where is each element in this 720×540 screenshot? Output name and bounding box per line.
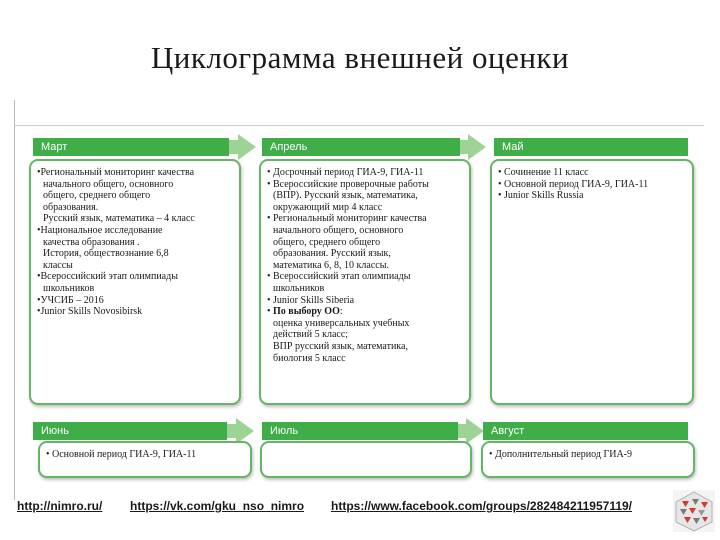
arrow-march-april-icon [238,134,256,160]
may-item: • Сочинение 11 класс [498,167,589,178]
may-list [498,167,686,202]
month-header-april: Апрель [262,138,460,156]
march-item: •УЧСИБ – 2016 [37,294,104,306]
april-choice-item: ВПР русский язык, математика, [273,340,408,352]
footer-link-nimro[interactable]: http://nimro.ru/ [17,499,103,513]
horizontal-rule [14,125,704,126]
march-item: начального общего, основного [43,178,174,190]
april-choice-item: действий 5 класс; [273,329,349,341]
card-august [481,441,695,478]
may-item: • Junior Skills Russia [498,190,584,202]
april-item: школьников [273,282,325,294]
month-header-july: Июль [262,422,458,440]
april-item: математика 6, 8, 10 классы. [273,259,389,271]
march-item: общего, среднего общего [43,190,151,202]
march-item: образования. [43,201,99,213]
april-item: • Junior Skills Siberia [267,294,355,306]
april-item: начального общего, основного [273,224,404,236]
april-item: окружающий мир 4 класс [273,201,383,213]
april-choice-item: оценка универсальных учебных [273,317,410,329]
march-list [37,167,233,318]
august-item: • Дополнительный период ГИА-9 [489,449,633,460]
april-item: • Досрочный период ГИА-9, ГИА-11 [267,167,424,178]
footer-link-vk[interactable]: https://vk.com/gku_nso_nimro [130,499,305,513]
march-item: •Региональный мониторинг качества [37,167,195,178]
june-list [46,449,244,461]
march-item: •Всероссийский этап олимпиады [37,271,178,283]
march-item: История, обществознание 6,8 [43,248,169,260]
april-choice: • По выбору ОО: [267,306,343,318]
march-item: •Национальное исследование [37,224,163,236]
month-header-june: Июнь [33,422,227,440]
logo-graphic [673,490,715,532]
month-header-may: Май [494,138,688,156]
may-item: • Основной период ГИА-9, ГИА-11 [498,178,649,190]
march-item: классы [43,259,73,271]
march-item: Русский язык, математика – 4 класс [43,213,195,225]
card-april [259,159,471,405]
april-item: образования. Русский язык, [273,248,391,260]
april-item: • Всероссийский этап олимпиады [267,271,411,283]
march-item: школьников [43,282,95,294]
april-item: • Региональный мониторинг качества [267,213,427,225]
april-choice-label: По выбору ОО [273,306,340,318]
april-choice-item: биология 5 класс [273,352,346,364]
logo-icon [673,490,715,532]
april-item: • Всероссийские проверочные работы [267,178,429,190]
april-item: (ВПР). Русский язык, математика, [273,190,418,202]
april-item: общего, среднего общего [273,236,381,248]
march-item: качества образования . [43,236,140,248]
month-header-august: Август [483,422,688,440]
footer-link-facebook[interactable]: https://www.facebook.com/groups/282484211957119/ [331,499,633,513]
arrow-july-august-icon [466,418,484,444]
month-header-march: Март [33,138,229,156]
arrow-april-may-icon [468,134,486,160]
april-list [267,167,463,364]
card-march [29,159,241,405]
card-july [260,441,472,478]
june-item: • Основной период ГИА-9, ГИА-11 [46,449,197,460]
card-june [38,441,252,478]
march-item: •Junior Skills Novosibirsk [37,306,143,318]
card-may [490,159,694,405]
page-title: Циклограмма внешней оценки [150,40,570,75]
august-list [489,449,687,461]
vertical-rule [14,100,15,500]
